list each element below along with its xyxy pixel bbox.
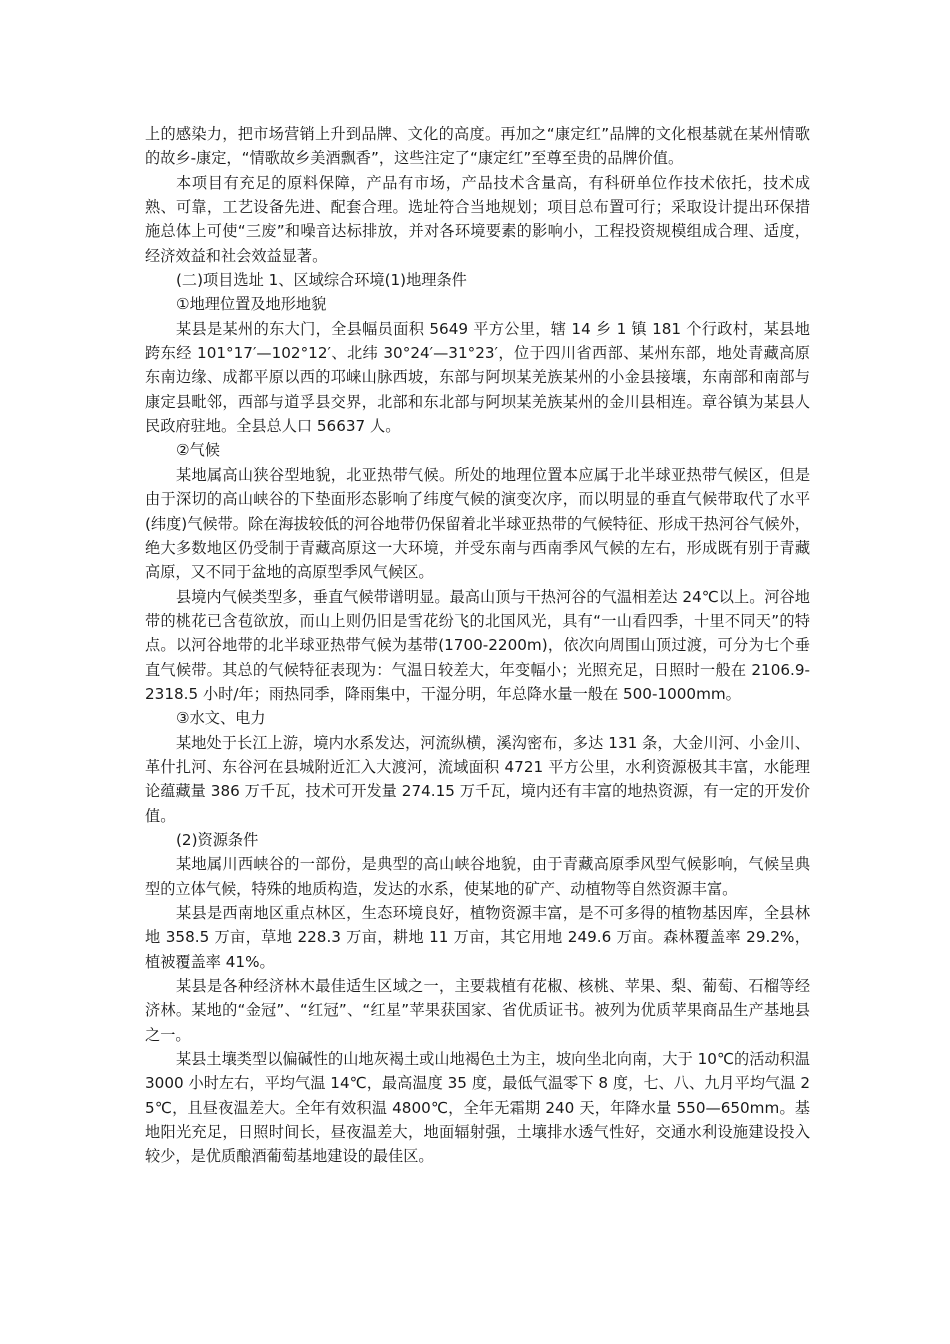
paragraph-hydrology: 某地处于长江上游，境内水系发达，河流纵横，溪沟密布，多达 131 条，大金川河、小金川、革什扎河、东谷河在县城附近汇入大渡河，流域面积 4721 平方公里，水利资源极其丰富，水能理论蕴藏量 386 万千瓦，技术可开发量 274.15 万千瓦，境内还有丰富的地热资源，有一定的开发价值。 xyxy=(145,733,810,825)
paragraph-resources-terrain: 某地属川西峡谷的一部份，是典型的高山峡谷地貌，由于青藏高原季风型气候影响，气候呈典型的立体气候，特殊的地质构造，发达的水系，使某地的矿产、动植物等自然资源丰富。 xyxy=(145,855,810,898)
paragraph-climate-overview: 某地属高山狭谷型地貌，北亚热带气候。所处的地理位置本应属于北半球亚热带气候区，但是由于深切的高山峡谷的下垫面形态影响了纬度气候的演变次序，而以明显的垂直气候带取代了水平(纬度)气候带。除在海拔较低的河谷地带仍保留着北半球亚热带的气候特征、形成干热河谷气候外，绝大多数地区仍受制于青藏高原这一大环境，并受东南与西南季风气候的左右，形成既有别于青藏高原，又不同于盆地的高原型季风气候区。 xyxy=(145,465,810,582)
subheading-resources: (2)资源条件 xyxy=(176,830,259,849)
subheading-hydrology-power: ③水文、电力 xyxy=(176,709,266,728)
subheading-climate: ②气候 xyxy=(176,441,220,460)
subheading-location-terrain: ①地理位置及地形地貌 xyxy=(176,295,327,314)
document-page xyxy=(145,122,810,1169)
section-heading-site-selection: (二)项目选址 1、区域综合环境(1)地理条件 xyxy=(176,271,467,290)
paragraph-forestry: 某县是西南地区重点林区，生态环境良好，植物资源丰富，是不可多得的植物基因库，全县林地 358.5 万亩，草地 228.3 万亩，耕地 11 万亩，其它用地 249.6 万亩。森林覆盖率 29.2%，植被覆盖率 41%。 xyxy=(145,904,810,971)
paragraph-soil-climate: 某县土壤类型以偏碱性的山地灰褐土或山地褐色土为主，坡向坐北向南，大于 10℃的活动积温 3000 小时左右，平均气温 14℃，最高温度 35 度，最低气温零下 8 度，七、八、九月平均气温 25℃，且昼夜温差大。全年有效积温 4800℃，全年无霜期 240 天，年降水量 550—650mm。基地阳光充足，日照时间长，昼夜温差大，地面辐射强，土壤排水透气性好，交通水利设施建设投入较少，是优质酿酒葡萄基地建设的最佳区。 xyxy=(145,1050,810,1166)
paragraph-project-summary: 本项目有充足的原料保障，产品有市场，产品技术含量高，有科研单位作技术依托，技术成熟、可靠，工艺设备先进、配套合理。选址符合当地规划；项目总布置可行；采取设计提出环保措施总体上可使“三废”和噪音达标排放，并对各环境要素的影响小，工程投资规模组成合理、适度，经济效益和社会效益显著。 xyxy=(145,173,810,265)
paragraph-intro-continued: 上的感染力，把市场营销上升到品牌、文化的高度。再加之“康定红”品牌的文化根基就在某州情歌的故乡-康定，“情歌故乡美酒飘香”，这些注定了“康定红”至尊至贵的品牌价值。 xyxy=(145,125,810,168)
paragraph-location: 某县是某州的东大门，全县幅员面积 5649 平方公里，辖 14 乡 1 镇 181 个行政村，某县地跨东经 101°17′—102°12′、北纬 30°24′—31°23′，位于四川省西部、某州东部，地处青藏高原东南边缘、成都平原以西的邛崃山脉西坡，东部与阿坝某羌族某州的小金县接壤，东南部和南部与康定县毗邻，西部与道孚县交界，北部和东北部与阿坝某羌族某州的金川县相连。章谷镇为某县人民政府驻地。全县总人口 56637 人。 xyxy=(145,319,810,436)
paragraph-climate-zones: 县境内气候类型多，垂直气候带谱明显。最高山顶与干热河谷的气温相差达 24℃以上。河谷地带的桃花已含苞欲放，而山上则仍旧是雪花纷飞的北国风光，具有“一山看四季，十里不同天”的特点。以河谷地带的北半球亚热带气候为基带(1700-2200m)，依次向周围山顶过渡，可分为七个垂直气候带。其总的气候特征表现为：气温日较差大，年变幅小；光照充足，日照时一般在 2106.9-2318.5 小时/年；雨热同季，降雨集中，干湿分明，年总降水量一般在 500-1000mm。 xyxy=(145,587,810,703)
paragraph-economic-forest: 某县是各种经济林木最佳适生区域之一，主要栽植有花椒、核桃、苹果、梨、葡萄、石榴等经济林。某地的“金冠”、“红冠”、“红星”苹果获国家、省优质证书。被列为优质苹果商品生产基地县之一。 xyxy=(145,977,810,1044)
